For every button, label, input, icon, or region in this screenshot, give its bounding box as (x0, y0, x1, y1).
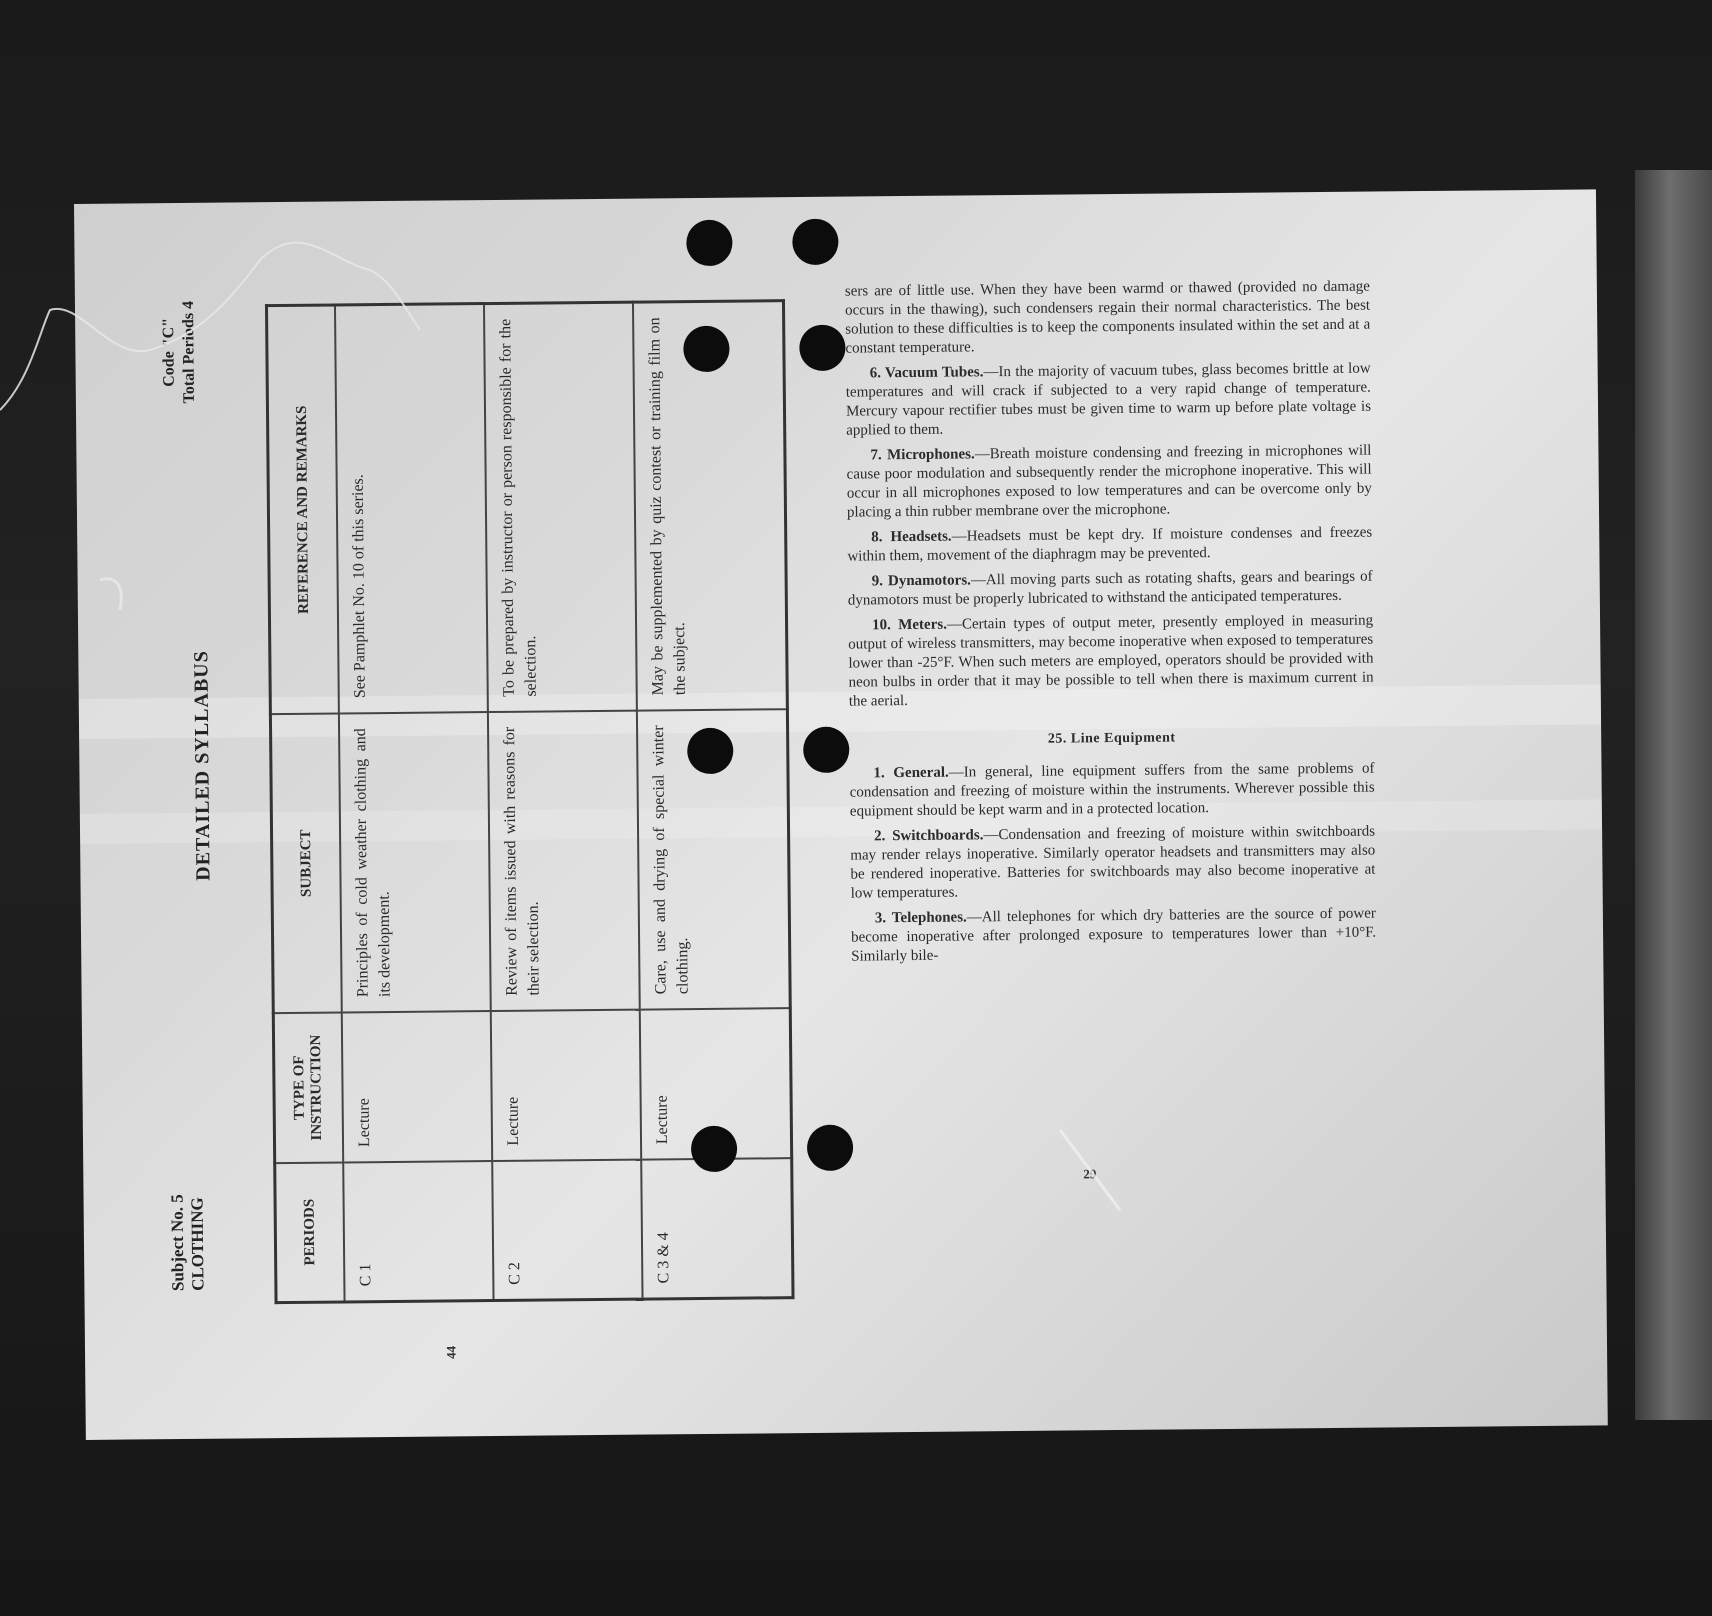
remarks-cell: May be supplemented by quiz contest or training film on the subject. (633, 301, 787, 711)
paragraph-title: 8. Headsets. (871, 528, 952, 546)
column-header: SUBJECT (270, 713, 341, 1013)
remarks-cell: To be prepared by instructor or person responsible for the selection. (484, 302, 637, 712)
paragraph-title: 7. Microphones. (870, 446, 975, 464)
paragraph-body: —In the majority of vacuum tubes, glass becomes brittle at low temperatures and will crack if subjected to a very rapid change of temperature. Mercury vapour rectifier tubes must be given time to warm up before plate voltage is applied to them. (845, 360, 1372, 439)
paragraph-body: —Breath moisture condensing and freezing in microphones will cause poor modulation and subsequently render the microphone inoperative. This will occur in all microphones exposed to low temperatures and can be overcome only by placing a thin rubber membrane over the microphone. (846, 442, 1372, 521)
paragraph-title: 2. Switchboards. (874, 827, 984, 845)
paragraph-body: —All telephones for which dry batteries are the source of power become inoperative after prolonged exposure to temperatures lower than +10°F. Similarly bile- (851, 905, 1377, 965)
paragraph-body: —In general, line equipment suffers from the same problems of condensation and freezing of moisture within the instruments. Wherever possible this equipment should be kept warm and in a protected location. (849, 760, 1375, 820)
paragraph-title: 10. Meters. (872, 616, 947, 634)
column-header: REFERENCE AND REMARKS (266, 305, 338, 714)
column-header: PERIODS (275, 1162, 345, 1302)
paragraph-title: 1. General. (873, 764, 949, 782)
type-cell: Lecture (491, 1010, 642, 1161)
paragraph-title: 9. Dynamotors. (871, 572, 971, 590)
right-page-number: 29 (1083, 1166, 1097, 1182)
subject-name: CLOTHING (187, 1197, 208, 1291)
column-header: TYPE OF INSTRUCTION (273, 1012, 343, 1162)
section-heading: 25. Line Equipment (1047, 730, 1176, 747)
paragraph-body: —Certain types of output meter, presently employed in measuring output of wireless transmitters, may become inoperative when exposed to temperatures lower than -25°F. When such meters are employed, operators should be provided with neon bulbs in order that it may be possible to tell when there is maximum current in the aerial. (848, 612, 1374, 710)
subject-cell: Review of items issued with reasons for their selection. (488, 711, 640, 1011)
code-label: Code "C" (160, 317, 178, 387)
syllabus-title: DETAILED SYLLABUS (190, 650, 215, 881)
left-page-number: 44 (443, 1345, 459, 1360)
paragraph-continuation: sers are of little use. When they have been warmd or thawed (provided no damage occurs in the thawing), such condensers regain their normal characteristics. The best solution to these difficulties is to keep the components insulated within the set and at a constant temperature. (844, 278, 1371, 357)
subject-number: Subject No. 5 (167, 1194, 188, 1292)
paragraph-body: —Condensation and freezing of moisture within switchboards may render relays inoperative. Similarly operator headsets and transmitters may also be rendered inoperative. Batteries for switchboards may also become inoperative at low temperatures. (850, 823, 1376, 902)
paragraph-body: —All moving parts such as rotating shafts, gears and bearings of dynamotors must be properly lubricated to withstand the anticipated temperatures. (847, 568, 1373, 609)
type-cell: Lecture (342, 1011, 493, 1162)
period-cell: C 2 (492, 1159, 642, 1300)
subject-cell: Principles of cold weather clothing and its development. (339, 712, 491, 1012)
period-cell: C 3 & 4 (641, 1158, 793, 1299)
paragraph-body: —Headsets must be kept dry. If moisture condenses and freezes within them, movement of the diaphragm may be prevented. (847, 524, 1373, 565)
subject-cell: Care, use and drying of special winter clothing. (637, 709, 790, 1009)
remarks-cell: See Pamphlet No. 10 of this series. (335, 304, 488, 714)
paragraph-title: 3. Telephones. (874, 909, 967, 927)
total-periods: Total Periods 4 (179, 300, 198, 404)
type-cell: Lecture (640, 1008, 792, 1159)
period-cell: C 1 (343, 1161, 493, 1302)
paragraph-title: 6. Vacuum Tubes. (869, 364, 984, 382)
